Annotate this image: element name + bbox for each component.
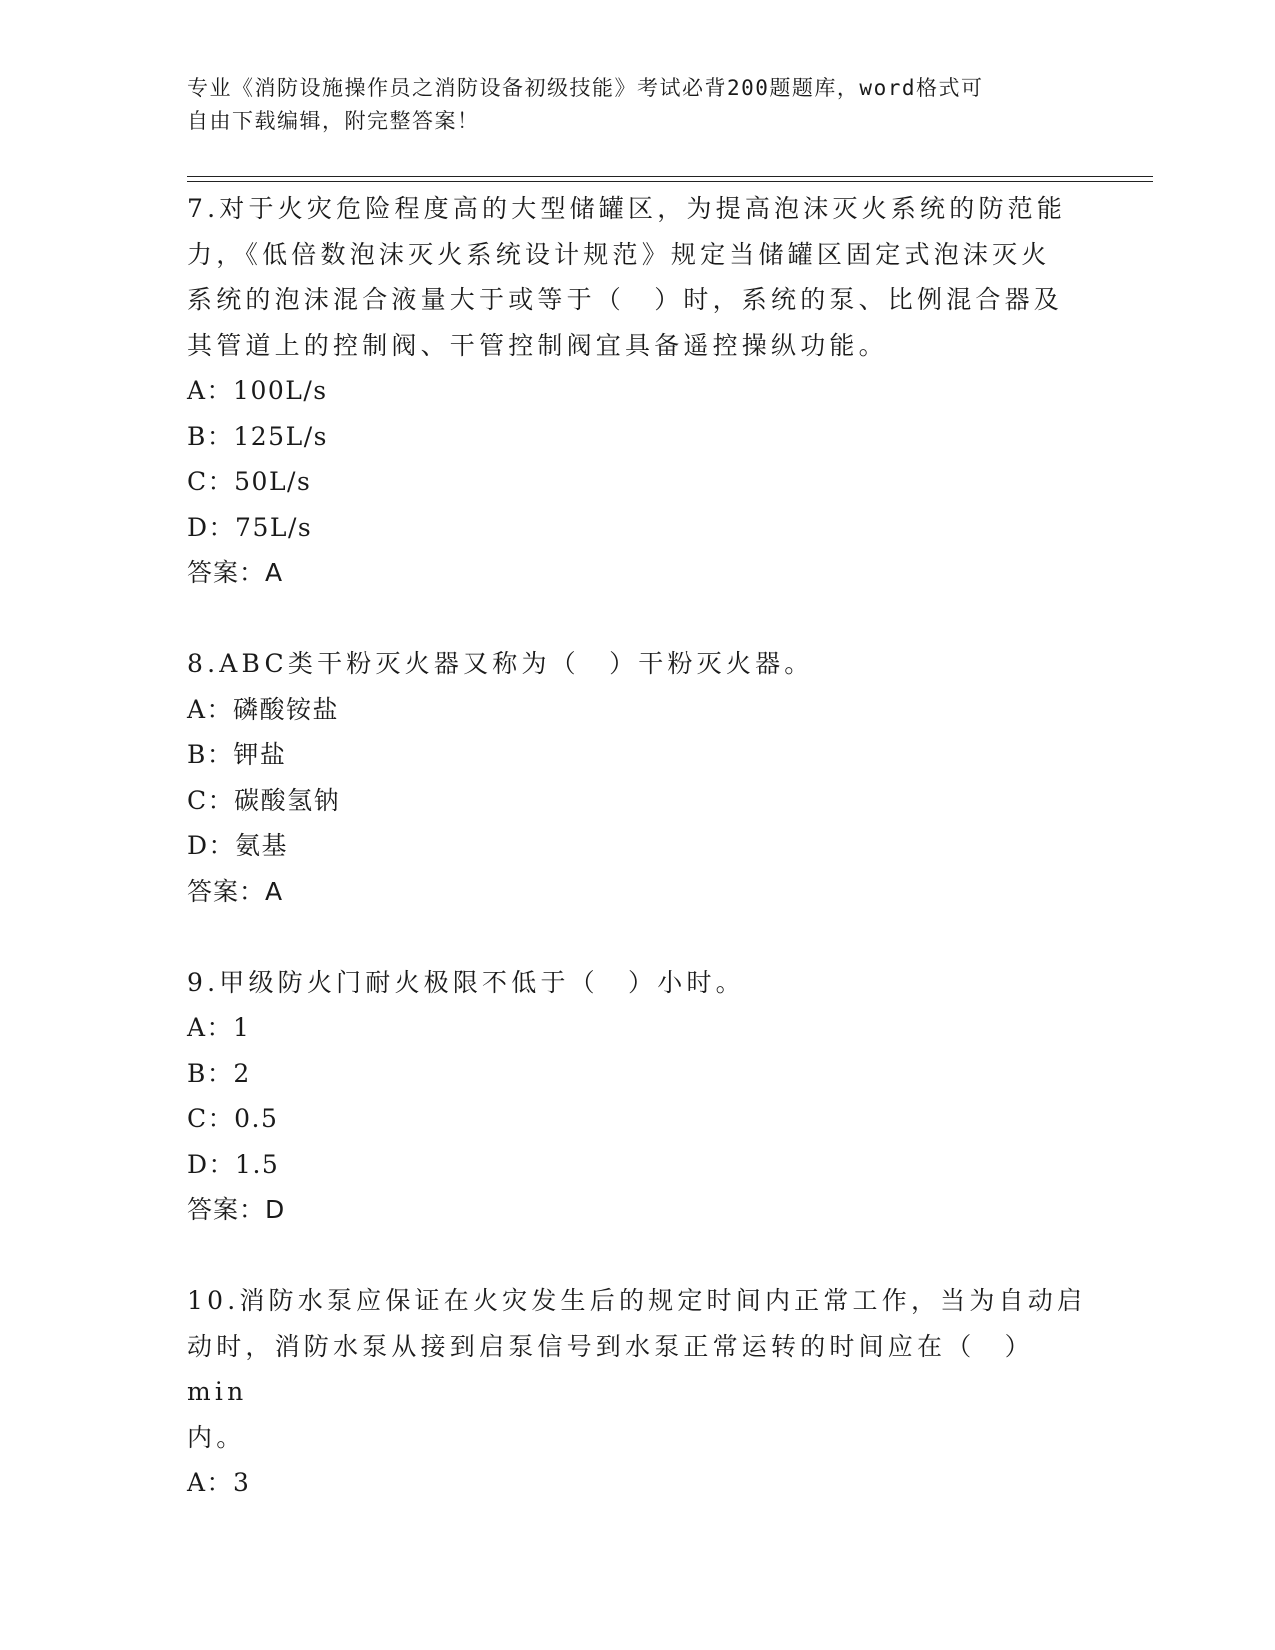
option-c: C：碳酸氢钠: [187, 785, 341, 815]
option-d: D：氨基: [187, 831, 289, 860]
question-9: [187, 960, 1087, 1233]
question-7: [187, 186, 1087, 596]
option-a: A：3: [187, 1468, 251, 1497]
question-text-line: 内。: [187, 1422, 246, 1452]
document-header: [187, 72, 1087, 138]
question-text-line: 动时，消防水泵从接到启泵信号到水泵正常运转的时间应在（ ）min: [187, 1331, 1034, 1406]
answer-label: 答案：D: [187, 1195, 286, 1224]
question-8: [187, 641, 1087, 914]
option-b: B：钾盐: [187, 740, 287, 769]
header-line-1: 专业《消防设施操作员之消防设备初级技能》考试必背200题题库，word格式可: [187, 76, 984, 100]
question-text-line: 系统的泡沫混合液量大于或等于（ ）时，系统的泵、比例混合器及: [187, 285, 1064, 314]
option-d: D：75L/s: [187, 512, 313, 542]
option-b: B：125L/s: [187, 421, 328, 451]
question-text-line: 9.甲级防火门耐火极限不低于（ ）小时。: [187, 967, 745, 997]
header-divider-bottom: [187, 181, 1153, 182]
question-10: [187, 1278, 1087, 1506]
option-c: C：0.5: [187, 1104, 279, 1133]
option-a: A：1: [187, 1013, 251, 1042]
answer-label: 答案：A: [187, 558, 284, 587]
option-a: A：100L/s: [187, 376, 328, 405]
header-line-2: 自由下载编辑，附完整答案！: [187, 109, 480, 133]
question-text-line: 8.ABC类干粉灭火器又称为（ ）干粉灭火器。: [187, 649, 814, 678]
question-spacer: [187, 914, 1087, 960]
question-text-line: 其管道上的控制阀、干管控制阀宜具备遥控操纵功能。: [187, 330, 888, 360]
option-a: A：磷酸铵盐: [187, 694, 340, 724]
question-spacer: [187, 1233, 1087, 1279]
option-d: D：1.5: [187, 1149, 280, 1179]
question-text-line: 力，《低倍数泡沫灭火系统设计规范》规定当储罐区固定式泡沫灭火: [187, 239, 1051, 269]
option-c: C：50L/s: [187, 467, 312, 496]
question-spacer: [187, 596, 1087, 642]
question-text-line: 7.对于火灾危险程度高的大型储罐区，为提高泡沫灭火系统的防范能: [187, 194, 1067, 223]
question-text-line: 10.消防水泵应保证在火灾发生后的规定时间内正常工作，当为自动启: [187, 1286, 1087, 1315]
header-divider-top: [187, 176, 1153, 177]
question-list: [187, 186, 1087, 1506]
answer-label: 答案：A: [187, 876, 284, 906]
option-b: B：2: [187, 1058, 251, 1088]
